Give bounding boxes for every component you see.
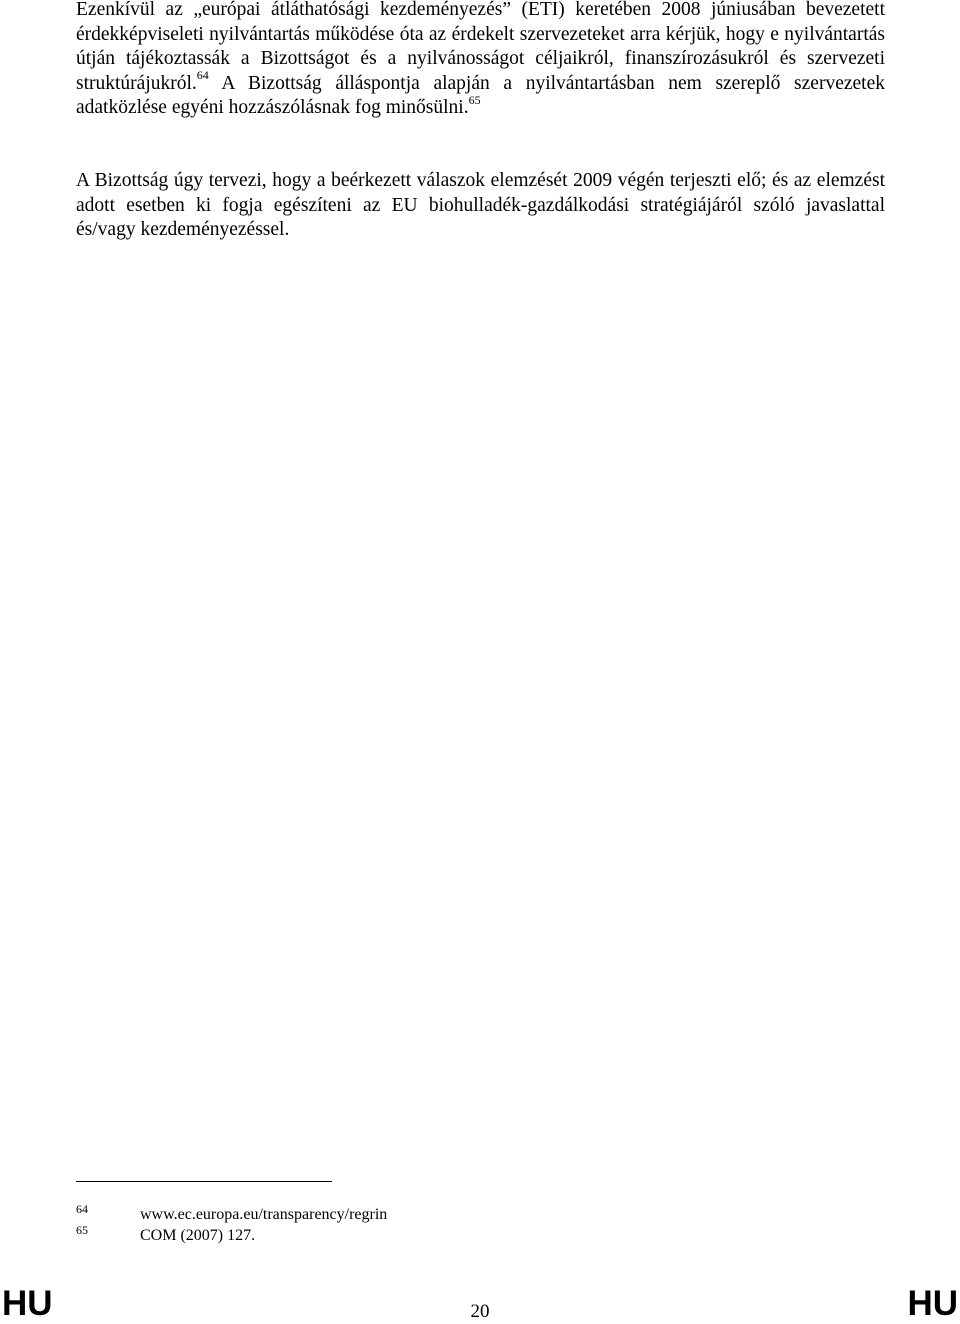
language-code-right: HU [907,1284,958,1323]
page-number: 20 [470,1301,490,1322]
footnote-reference-65[interactable]: 65 [468,92,481,107]
footnote-separator [76,1181,332,1182]
footnote-reference-64[interactable]: 64 [196,68,209,82]
footnote-text: COM (2007) 127. [140,1227,256,1244]
footnote-number: 65 [76,1223,88,1237]
footnote-number: 64 [76,1202,88,1216]
footnote-link[interactable]: www.ec.europa.eu/transparency/regrin [140,1206,388,1223]
paragraph-text: Ezenkívül az „európai átláthatósági kezdeményezés” (ETI) keretében 2008 júniusában bevezetett érdekképviseleti nyilvántartás működése óta az érdekelt szervezeteket arra kérjük, hogy e nyilvántartás útján tájékoztassák a Bizottságot és a nyilvánosságot céljaikról, finanszírozásukról és szervezeti struktúrájukról. [76,0,885,94]
body-paragraph-2: A Bizottság úgy tervezi, hogy a beérkezett válaszok elemzését 2009 végén terjeszti elő; és az elemzést adott esetben ki fogja egészíteni az EU biohulladék-gazdálkodási stratégiájáról szóló javaslattal és/vagy kezdeményezéssel. [76,170,885,240]
language-code-left: HU [2,1284,53,1323]
body-paragraph-1 [76,0,885,121]
paragraph-text: A Bizottság álláspontja alapján a nyilvántartásban nem szereplő szervezetek adatközlése egyéni hozzászólásnak fog minősülni. [76,72,885,118]
